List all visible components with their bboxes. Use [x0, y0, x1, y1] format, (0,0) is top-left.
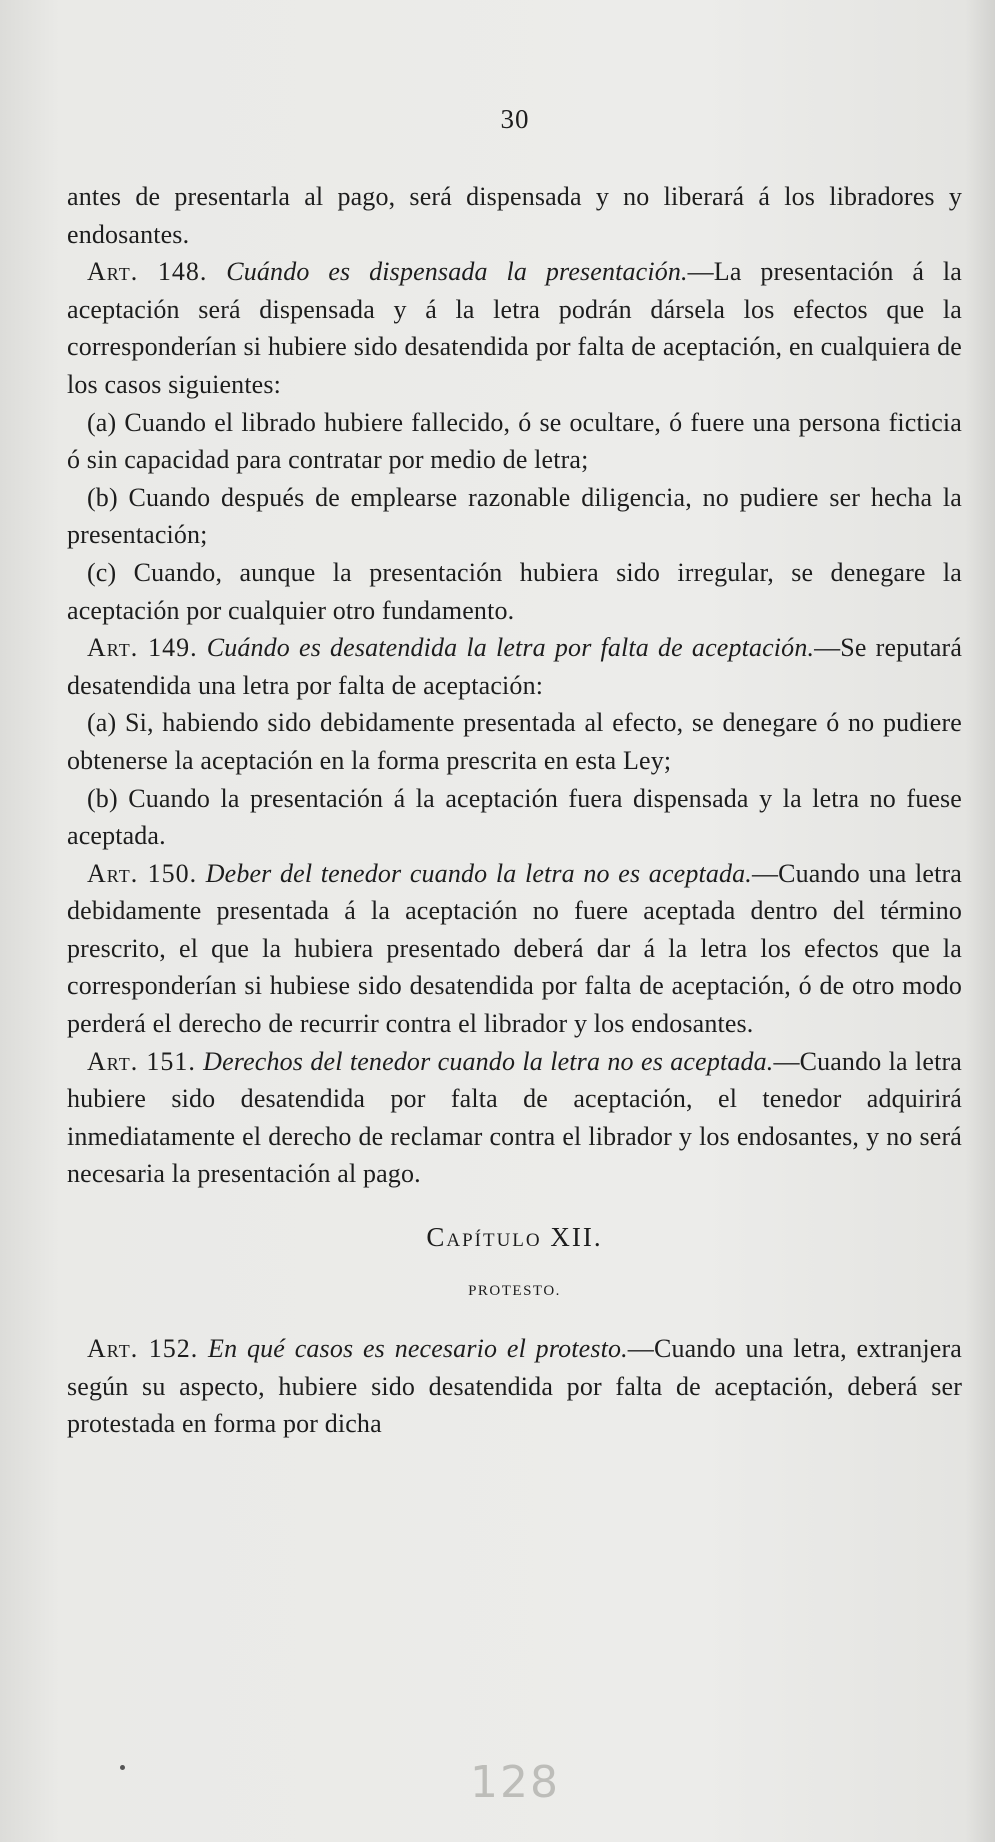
article-heading: Deber del tenedor cuando la letra no es aceptada.	[205, 858, 752, 888]
clause-text: (b) Cuando después de emplearse razonable diligencia, no pudiere ser hecha la presentación;	[67, 482, 962, 550]
clause-a	[67, 704, 962, 779]
article-number: Art. 151.	[87, 1046, 196, 1076]
paragraph-text: antes de presentarla al pago, será dispensada y no liberará á los libradores y endosantes.	[67, 182, 962, 249]
library-stamp-number: 128	[470, 1757, 560, 1808]
clause-a	[67, 404, 962, 479]
clause-b	[67, 780, 962, 855]
article-number: Art. 149.	[87, 633, 198, 663]
article-body: —Cuando la letra hubiere sido desatendida por falta de aceptación, el tenedor adquirirá inmediatamente el derecho de reclamar contra el librador y los endosantes, y no será necesaria la presentación al pago.	[67, 1046, 962, 1189]
clause-text: (a) Si, habiendo sido debidamente presentada al efecto, se denegare ó no pudiere obtenerse la aceptación en la forma prescrita en esta Ley;	[67, 708, 962, 775]
article-149	[67, 629, 962, 704]
clause-text: (c) Cuando, aunque la presentación hubiera sido irregular, se denegare la aceptación por cualquier otro fundamento.	[67, 557, 962, 625]
article-151	[67, 1043, 962, 1193]
article-body: —Cuando una letra, extranjera según su aspecto, hubiere sido desatendida por falta de aceptación, deberá ser protestada en forma por dicha	[67, 1334, 962, 1439]
article-heading: Derechos del tenedor cuando la letra no es aceptada.	[203, 1046, 774, 1076]
clause-text: (a) Cuando el librado hubiere fallecido, ó se ocultare, ó fuere una persona ficticia ó sin capacidad para contratar por medio de letra;	[67, 407, 962, 475]
article-150	[67, 855, 962, 1043]
article-152	[67, 1330, 962, 1443]
article-number: Art. 152.	[87, 1334, 199, 1364]
section-heading: PROTESTO.	[468, 1282, 561, 1299]
clause-b	[67, 479, 962, 554]
article-heading: Cuándo es desatendida la letra por falta de aceptación.	[206, 633, 815, 663]
article-body: —Se reputará desatendida una letra por falta de aceptación:	[67, 633, 963, 700]
article-heading: En qué casos es necesario el protesto.	[208, 1334, 628, 1364]
article-148	[67, 253, 962, 403]
paragraph-continuation	[67, 178, 962, 253]
article-number: Art. 148.	[87, 257, 208, 287]
clause-c	[67, 554, 962, 629]
clause-text: (b) Cuando la presentación á la aceptación fuera dispensada y la letra no fuese aceptada.	[67, 783, 962, 851]
article-body: —Cuando una letra debidamente presentada á la aceptación no fuere aceptada dentro del término prescrito, el que la hubiera presentado deberá dar á la letra los efectos que la corresponderían si hubiese sido desatendida por falta de aceptación, ó de otro modo perderá el derecho de recurrir contra el librador y los endosantes.	[67, 858, 962, 1039]
article-number: Art. 150.	[87, 858, 198, 888]
body-text	[67, 178, 962, 1443]
article-body: —La presentación á la aceptación será dispensada y á la letra podrán dársela los efectos que la corresponderían si hubiere sido desatendida por falta de aceptación, en cualquiera de los casos siguientes:	[67, 257, 962, 399]
article-heading: Cuándo es dispensada la presentación.	[226, 257, 688, 287]
chapter-heading: Capítulo XII.	[426, 1222, 603, 1253]
page-number: 30	[500, 104, 530, 134]
